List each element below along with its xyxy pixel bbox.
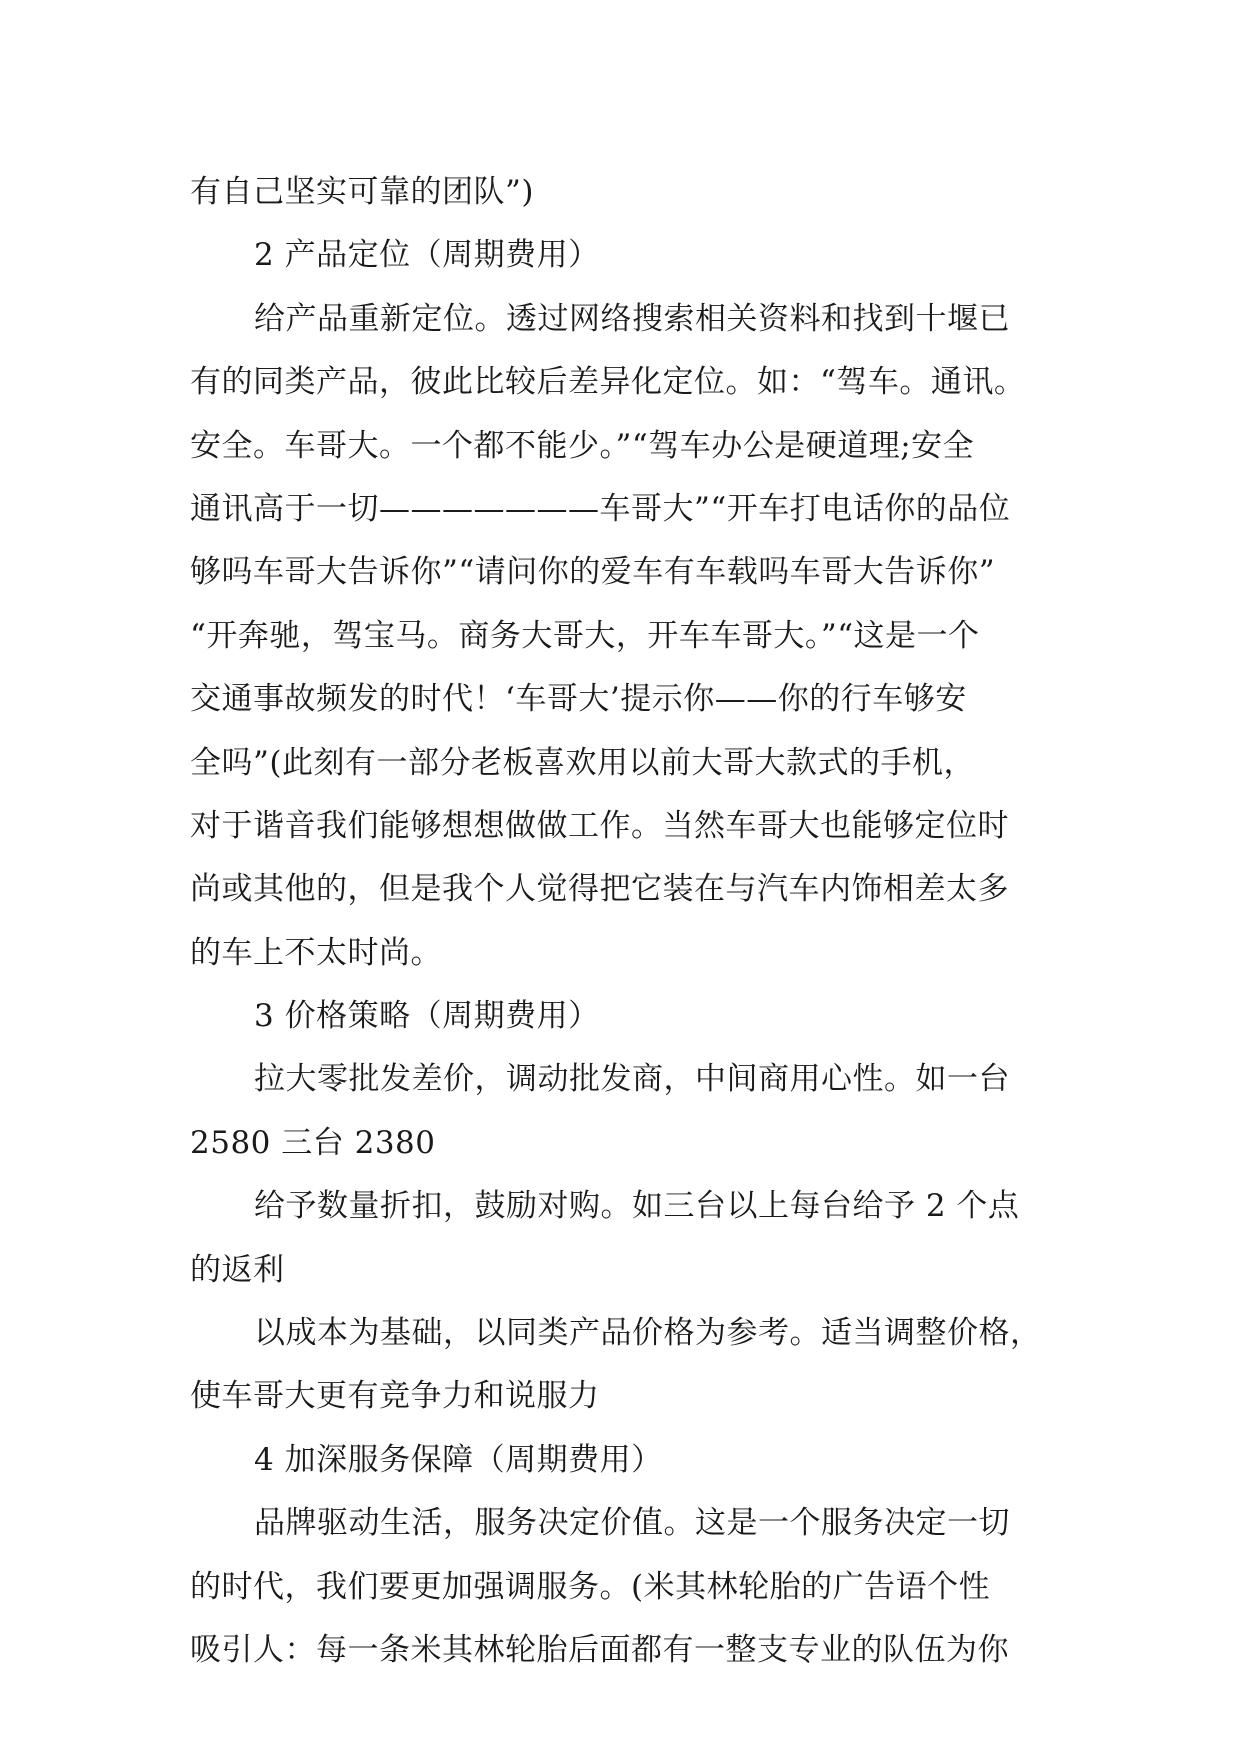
- text-line: 够吗车哥大告诉你”“请问你的爱车有车载吗车哥大告诉你”: [190, 554, 996, 591]
- text-line: 3 价格策略（周期费用）: [254, 998, 600, 1035]
- body-text: [190, 161, 1070, 1682]
- text-line: 交通事故频发的时代！‘车哥大’提示你——你的行车够安: [190, 681, 967, 718]
- text-line: 使车哥大更有竞争力和说服力: [190, 1378, 600, 1415]
- text-line: 以成本为基础，以同类产品价格为参考。适当调整价格，: [254, 1315, 1042, 1352]
- text-line: 拉大零批发差价，调动批发商，中间商用心性。如一台: [254, 1061, 1010, 1098]
- text-line: 2580 三台 2380: [190, 1124, 436, 1161]
- text-line: 安全。车哥大。一个都不能少。”“驾车办公是硬道理;安全: [190, 427, 975, 464]
- text-line: 4 加深服务保障（周期费用）: [254, 1441, 663, 1478]
- text-line: 通讯高于一切———————车哥大”“开车打电话你的品位: [190, 490, 1011, 527]
- text-line: 的时代，我们要更加强调服务。(米其林轮胎的广告语个性: [190, 1568, 991, 1605]
- text-line: 的车上不太时尚。: [190, 934, 442, 971]
- text-line: 尚或其他的，但是我个人觉得把它装在与汽车内饰相差太多: [190, 871, 1009, 908]
- text-line: 全吗”(此刻有一部分老板喜欢用以前大哥大款式的手机，: [190, 744, 975, 781]
- text-line: 有自己坚实可靠的团队”): [190, 174, 534, 210]
- text-line: 吸引人：每一条米其林轮胎后面都有一整支专业的队伍为你: [190, 1631, 1009, 1668]
- text-line: 给产品重新定位。透过网络搜索相关资料和找到十堰已: [254, 300, 1010, 337]
- text-line: 的返利: [190, 1251, 285, 1288]
- text-line: 有的同类产品，彼此比较后差异化定位。如：“驾车。通讯。: [190, 364, 1026, 401]
- text-line: 给予数量折扣，鼓励对购。如三台以上每台给予 2 个点: [254, 1188, 1020, 1225]
- text-line: 对于谐音我们能够想想做做工作。当然车哥大也能够定位时: [190, 807, 1009, 844]
- text-line: 品牌驱动生活，服务决定价值。这是一个服务决定一切: [254, 1505, 1010, 1542]
- text-line: 2 产品定位（周期费用）: [254, 237, 600, 274]
- text-line: “开奔驰，驾宝马。商务大哥大，开车车哥大。”“这是一个: [190, 617, 980, 654]
